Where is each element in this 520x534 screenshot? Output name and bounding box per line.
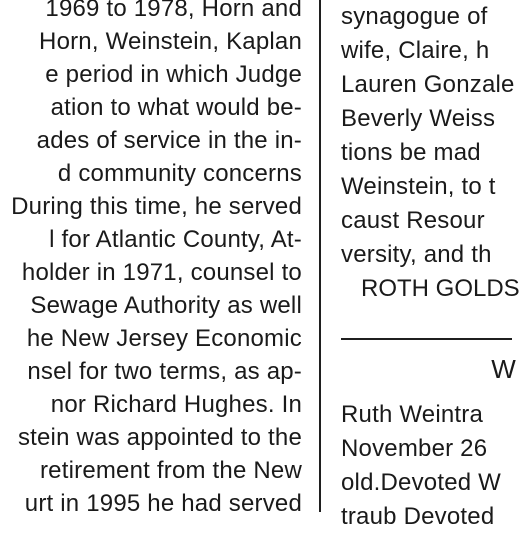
obituary-heading: W (491, 354, 516, 384)
text-line: e period in which Judge (45, 61, 302, 88)
text-line: Sewage Authority as well (30, 292, 302, 319)
text-line: Weinstein, to t (341, 173, 496, 200)
text-line: he New Jersey Economic (26, 325, 302, 352)
text-line: During this time, he served (11, 193, 302, 220)
text-line: traub Devoted (341, 503, 495, 530)
text-line: tions be mad (341, 139, 481, 166)
section-divider (341, 338, 512, 340)
text-line: 1969 to 1978, Horn and (45, 0, 302, 22)
author-signature: ROTH GOLDS (361, 275, 520, 302)
text-line: stein was appointed to the (17, 424, 302, 451)
column-divider (319, 0, 321, 512)
text-line: holder in 1971, counsel to (21, 259, 302, 286)
text-line: l for Atlantic County, At- (49, 226, 302, 253)
text-line: Lauren Gonzale (341, 71, 515, 98)
text-line: ation to what would be- (50, 94, 302, 121)
text-line: synagogue of (341, 3, 488, 30)
right-article-column (341, 0, 520, 530)
text-line: Horn, Weinstein, Kaplan (39, 28, 302, 55)
text-line: November 26 (341, 435, 488, 462)
text-line: wife, Claire, h (341, 37, 490, 64)
text-line: ades of service in the in- (36, 127, 302, 154)
text-line: urt in 1995 he had served (24, 490, 302, 517)
text-line: Ruth Weintra (341, 401, 484, 428)
text-line: d community concerns (57, 160, 302, 187)
text-line: versity, and th (341, 241, 492, 268)
text-line: old.Devoted W (341, 469, 502, 496)
text-line: nsel for two terms, as ap- (27, 358, 302, 385)
text-line: nor Richard Hughes. In (50, 391, 302, 418)
text-line: retirement from the New (39, 457, 302, 484)
text-line: caust Resour (341, 207, 485, 234)
text-line: Beverly Weiss (341, 105, 496, 132)
